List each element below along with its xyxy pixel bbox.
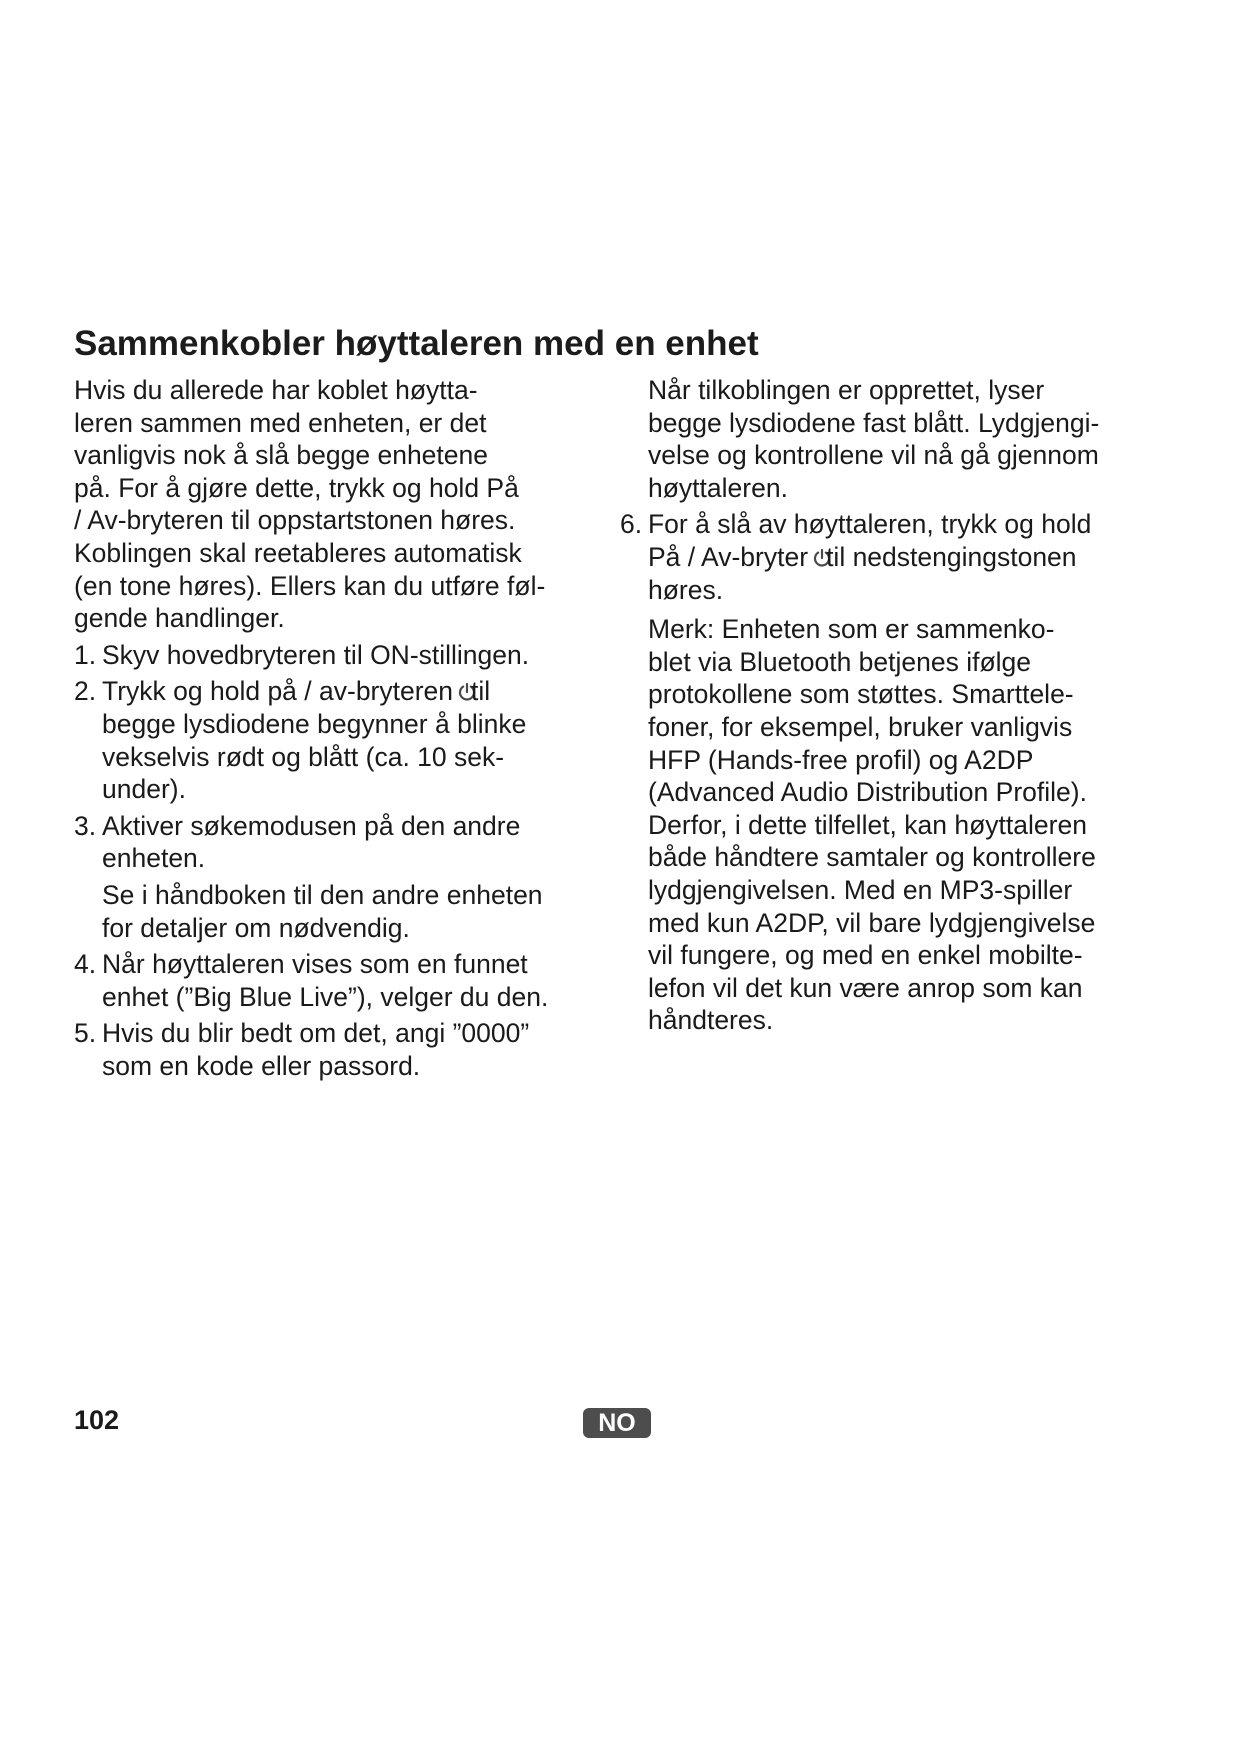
text-line: Derfor, i dette tilfellet, kan høyttaleren — [648, 809, 1087, 840]
text-line: håndteres. — [648, 1005, 774, 1036]
text-line: lydgjengivelsen. Med en MP3-spiller — [648, 874, 1073, 905]
text-segment: til nedstengingstonen — [826, 541, 1077, 572]
steps-list — [74, 639, 594, 1083]
text-line: Hvis du blir bedt om det, angi ”0000” — [102, 1018, 530, 1049]
step-number: 1. — [74, 639, 97, 670]
step-note — [102, 879, 594, 944]
text-line: Hvis du allerede har koblet høytta- — [74, 375, 478, 405]
text-line: leren sammen med enheten, er det — [74, 407, 487, 438]
text-line: både håndtere samtaler og kontrollere — [648, 842, 1096, 873]
text-line: vanligvis nok å slå begge enhetene — [74, 440, 488, 471]
text-line: under). — [102, 774, 186, 805]
text-line: Koblingen skal reetableres automatisk — [74, 537, 522, 568]
text-line: som en kode eller passord. — [102, 1050, 421, 1081]
step-4 — [74, 948, 594, 1013]
text-segment: til — [471, 676, 491, 707]
step-number: 3. — [74, 810, 97, 841]
language-badge: NO — [583, 1408, 651, 1438]
text-line: Skyv hovedbryteren til ON-stillingen. — [102, 639, 530, 670]
text-line: høyttaleren. — [648, 472, 788, 503]
text-line: begge lysdiodene fast blått. Lydgjengi- — [648, 407, 1100, 438]
text-line: enheten. — [102, 843, 206, 874]
step-number: 6. — [620, 509, 643, 540]
text-line: blet via Bluetooth betjenes ifølge — [648, 646, 1032, 677]
text-line: lefon vil det kun være anrop som kan — [648, 972, 1083, 1003]
text-line: For å slå av høyttaleren, trykk og hold — [648, 509, 1092, 540]
text-line: foner, for eksempel, bruker vanligvis — [648, 711, 1073, 742]
text-line — [648, 541, 1168, 574]
text-line: Når høyttaleren vises som en funnet — [102, 949, 528, 980]
text-line: protokollene som støttes. Smarttele- — [648, 679, 1074, 710]
step-5 — [74, 1017, 594, 1082]
text-segment: Trykk og hold på / av-bryteren — [102, 676, 454, 707]
text-line: med kun A2DP, vil bare lydgjengivelse — [648, 907, 1096, 938]
left-column — [74, 374, 594, 1082]
step-number: 5. — [74, 1018, 97, 1049]
step-6 — [620, 508, 1168, 1037]
text-line — [102, 675, 594, 708]
text-line: Merk: Enheten som er sammenko- — [648, 614, 1055, 645]
right-column — [620, 374, 1168, 1037]
step-note — [648, 613, 1168, 1037]
text-segment: På / Av-bryter — [648, 541, 809, 572]
page-title: Sammenkobler høyttaleren med en enhet — [74, 324, 759, 363]
step-3 — [74, 810, 594, 944]
text-line: gende handlinger. — [74, 603, 285, 634]
text-line: vekselvis rødt og blått (ca. 10 sek- — [102, 741, 505, 772]
text-line: enhet (”Big Blue Live”), velger du den. — [102, 981, 549, 1012]
text-line: Se i håndboken til den andre enheten — [102, 879, 543, 910]
text-line: Når tilkoblingen er opprettet, lyser — [648, 375, 1045, 405]
text-line: (Advanced Audio Distribution Profile). — [648, 777, 1087, 808]
continuation-paragraph — [648, 374, 1168, 504]
page-number: 102 — [74, 1405, 120, 1435]
text-line: vil fungere, og med en enkel mobilte- — [648, 940, 1083, 971]
step-1 — [74, 639, 594, 672]
text-line: HFP (Hands-free profil) og A2DP — [648, 744, 1034, 775]
text-line: (en tone høres). Ellers kan du utføre føl- — [74, 570, 546, 601]
text-line: / Av-bryteren til oppstartstonen høres. — [74, 505, 516, 536]
text-line: begge lysdiodene begynner å blinke — [102, 708, 527, 739]
text-line: velse og kontrollene vil nå gå gjennom — [648, 440, 1099, 471]
text-line: for detaljer om nødvendig. — [102, 912, 410, 943]
text-line: på. For å gjøre dette, trykk og hold På — [74, 472, 519, 503]
text-line: Aktiver søkemodusen på den andre — [102, 810, 521, 841]
intro-paragraph — [74, 374, 594, 635]
step-number: 2. — [74, 676, 97, 707]
text-line: høres. — [648, 574, 724, 605]
steps-list-continued — [620, 508, 1168, 1037]
step-2 — [74, 675, 594, 805]
step-number: 4. — [74, 949, 97, 980]
